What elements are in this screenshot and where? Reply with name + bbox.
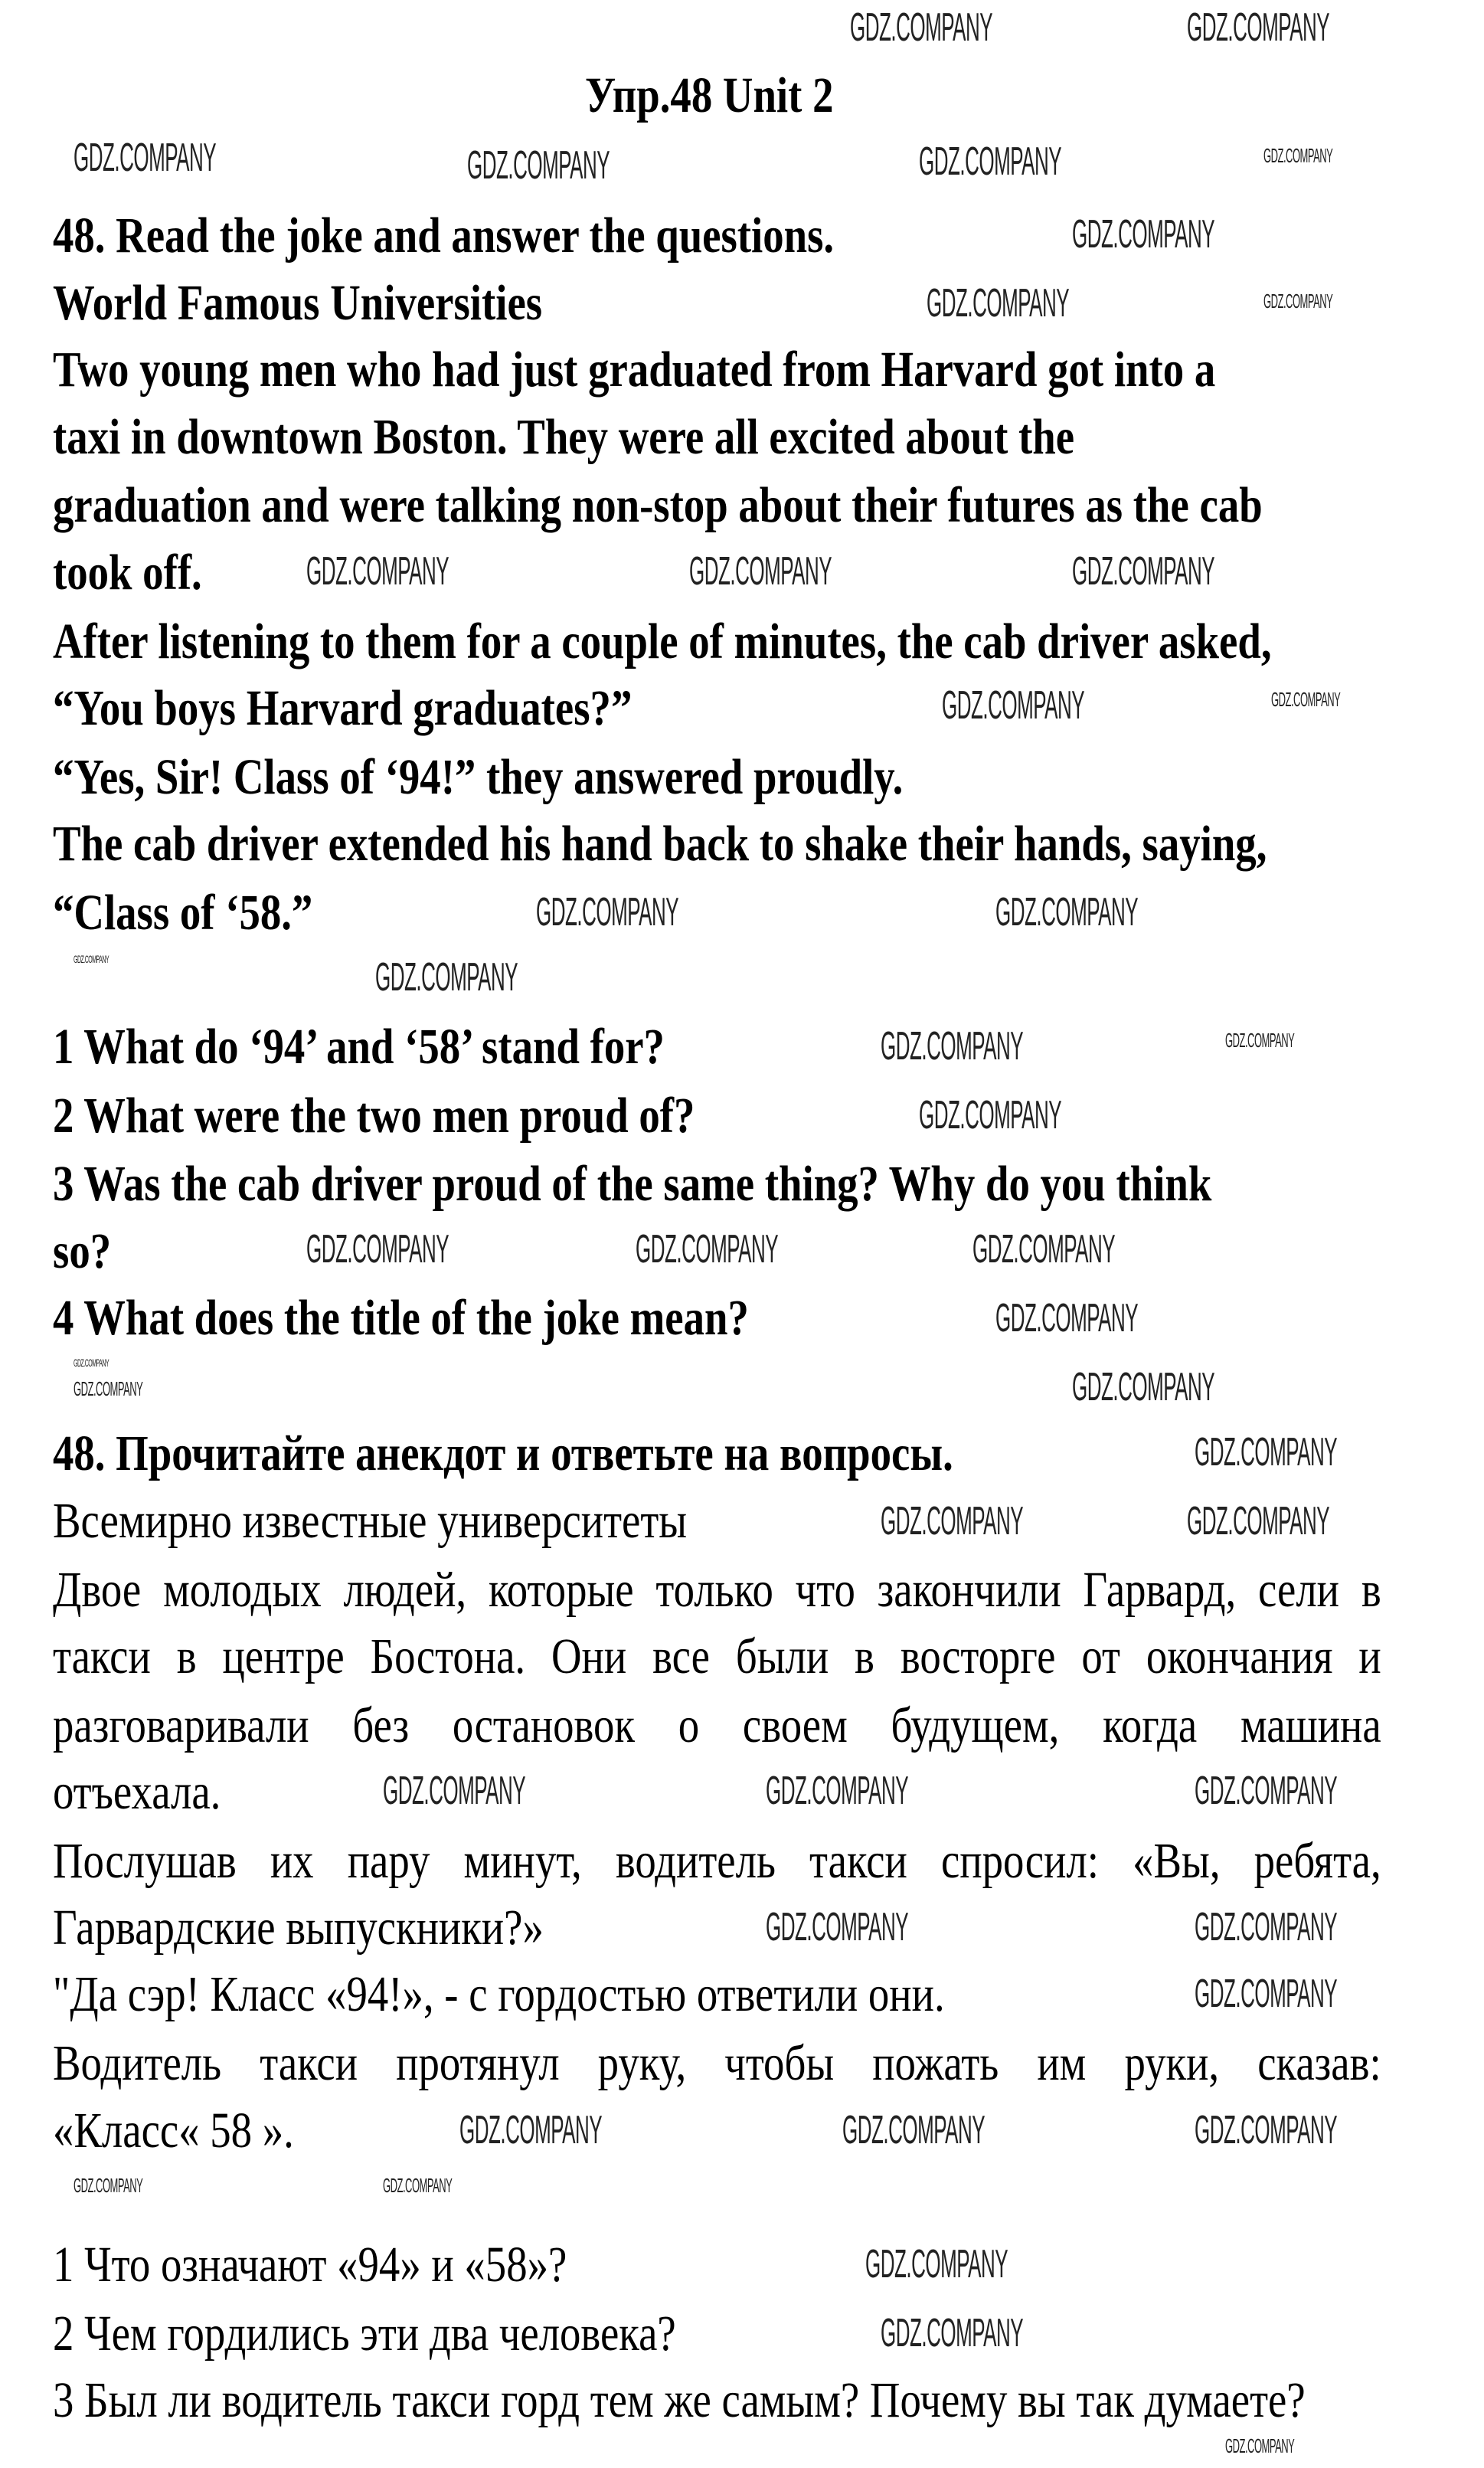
joke-line-ru: Двое молодых людей, которые только что закончили Гарвард, сели в <box>53 1562 1381 1618</box>
question: 4 What does the title of the joke mean? <box>53 1290 749 1346</box>
watermark: GDZ.COMPANY <box>1187 1499 1330 1543</box>
watermark: GDZ.COMPANY <box>74 136 217 180</box>
joke-line: Two young men who had just graduated from Harvard got into a <box>53 342 1216 398</box>
exercise-heading-ru: 48. Прочитайте анекдот и ответьте на вопросы. <box>53 1425 953 1481</box>
watermark: GDZ.COMPANY <box>306 549 449 594</box>
joke-line-ru: отъехала. <box>53 1764 221 1820</box>
joke-line-ru: Водитель такси протянул руку, чтобы пожать им руки, сказав: <box>53 2035 1381 2091</box>
watermark: GDZ.COMPANY <box>942 683 1085 728</box>
watermark: GDZ.COMPANY <box>919 139 1062 184</box>
joke-line-ru: «Класс« 58 ». <box>53 2103 294 2159</box>
watermark: GDZ.COMPANY <box>995 1296 1139 1340</box>
watermark: GDZ.COMPANY <box>689 549 832 594</box>
question: so? <box>53 1223 112 1279</box>
joke-line-ru: разговаривали без остановок о своем будущем, когда машина <box>53 1697 1381 1753</box>
exercise-heading: 48. Read the joke and answer the questions. <box>53 208 835 263</box>
joke-line: took off. <box>53 545 202 601</box>
watermark: GDZ.COMPANY <box>1263 290 1333 313</box>
watermark: GDZ.COMPANY <box>919 1093 1062 1137</box>
watermark: GDZ.COMPANY <box>850 5 993 50</box>
question-ru: 2 Чем гордились эти два человека? <box>53 2306 676 2362</box>
question-ru: 1 Что означают «94» и «58»? <box>53 2237 567 2293</box>
joke-line: graduation and were talking non-stop about their futures as the cab <box>53 477 1263 533</box>
watermark: GDZ.COMPANY <box>383 2174 453 2197</box>
watermark: GDZ.COMPANY <box>306 1227 449 1272</box>
watermark: GDZ.COMPANY <box>1187 5 1330 50</box>
watermark: GDZ.COMPANY <box>995 890 1139 935</box>
watermark: GDZ.COMPANY <box>383 1769 526 1813</box>
joke-line: “Yes, Sir! Class of ‘94!” they answered proudly. <box>53 749 904 805</box>
watermark: GDZ.COMPANY <box>1195 2108 1338 2152</box>
watermark: GDZ.COMPANY <box>375 955 518 1000</box>
watermark: GDZ.COMPANY <box>459 2108 603 2152</box>
watermark: GDZ.COMPANY <box>74 1357 110 1369</box>
watermark: GDZ.COMPANY <box>536 890 679 935</box>
watermark: GDZ.COMPANY <box>842 2108 986 2152</box>
watermark: GDZ.COMPANY <box>1263 144 1333 167</box>
watermark: GDZ.COMPANY <box>1225 1029 1295 1052</box>
question: 1 What do ‘94’ and ‘58’ stand for? <box>53 1019 665 1075</box>
watermark: GDZ.COMPANY <box>766 1905 909 1949</box>
watermark: GDZ.COMPANY <box>467 143 610 188</box>
joke-line: After listening to them for a couple of minutes, the cab driver asked, <box>53 614 1272 669</box>
watermark: GDZ.COMPANY <box>636 1227 779 1272</box>
joke-title-ru: Всемирно известные университеты <box>53 1493 688 1549</box>
question: 2 What were the two men proud of? <box>53 1088 695 1144</box>
joke-line: The cab driver extended his hand back to shake their hands, saying, <box>53 816 1267 872</box>
joke-line-ru: "Да сэр! Класс «94!», - с гордостью ответили они. <box>53 1966 945 2022</box>
watermark: GDZ.COMPANY <box>74 953 110 965</box>
watermark: GDZ.COMPANY <box>881 1024 1024 1069</box>
watermark: GDZ.COMPANY <box>972 1227 1116 1272</box>
watermark: GDZ.COMPANY <box>1195 1905 1338 1949</box>
watermark: GDZ.COMPANY <box>927 281 1070 326</box>
watermark: GDZ.COMPANY <box>865 2242 1008 2286</box>
page-title: Упр.48 Unit 2 <box>585 67 834 123</box>
watermark: GDZ.COMPANY <box>1271 688 1341 711</box>
question-ru: 3 Был ли водитель такси горд тем же самым? Почему вы так думаете? <box>53 2372 1306 2428</box>
joke-line-ru: такси в центре Бостона. Они все были в восторге от окончания и <box>53 1628 1381 1684</box>
watermark: GDZ.COMPANY <box>74 1377 143 1400</box>
joke-line: “Class of ‘58.” <box>53 885 313 941</box>
joke-line-ru: Послушав их пару минут, водитель такси спросил: «Вы, ребята, <box>53 1833 1381 1889</box>
question: 3 Was the cab driver proud of the same thing? Why do you think <box>53 1156 1212 1212</box>
watermark: GDZ.COMPANY <box>1195 1769 1338 1813</box>
watermark: GDZ.COMPANY <box>1195 1430 1338 1475</box>
watermark: GDZ.COMPANY <box>881 1499 1024 1543</box>
watermark: GDZ.COMPANY <box>766 1769 909 1813</box>
joke-line: taxi in downtown Boston. They were all excited about the <box>53 409 1075 465</box>
watermark: GDZ.COMPANY <box>1072 549 1215 594</box>
joke-line: “You boys Harvard graduates?” <box>53 680 632 736</box>
joke-title: World Famous Universities <box>53 275 543 331</box>
joke-line-ru: Гарвардские выпускники?» <box>53 1900 544 1956</box>
watermark: GDZ.COMPANY <box>881 2311 1024 2355</box>
watermark: GDZ.COMPANY <box>1225 2434 1295 2457</box>
watermark: GDZ.COMPANY <box>74 2174 143 2197</box>
watermark: GDZ.COMPANY <box>1072 1365 1215 1409</box>
watermark: GDZ.COMPANY <box>1072 212 1215 257</box>
watermark: GDZ.COMPANY <box>1195 1972 1338 2016</box>
